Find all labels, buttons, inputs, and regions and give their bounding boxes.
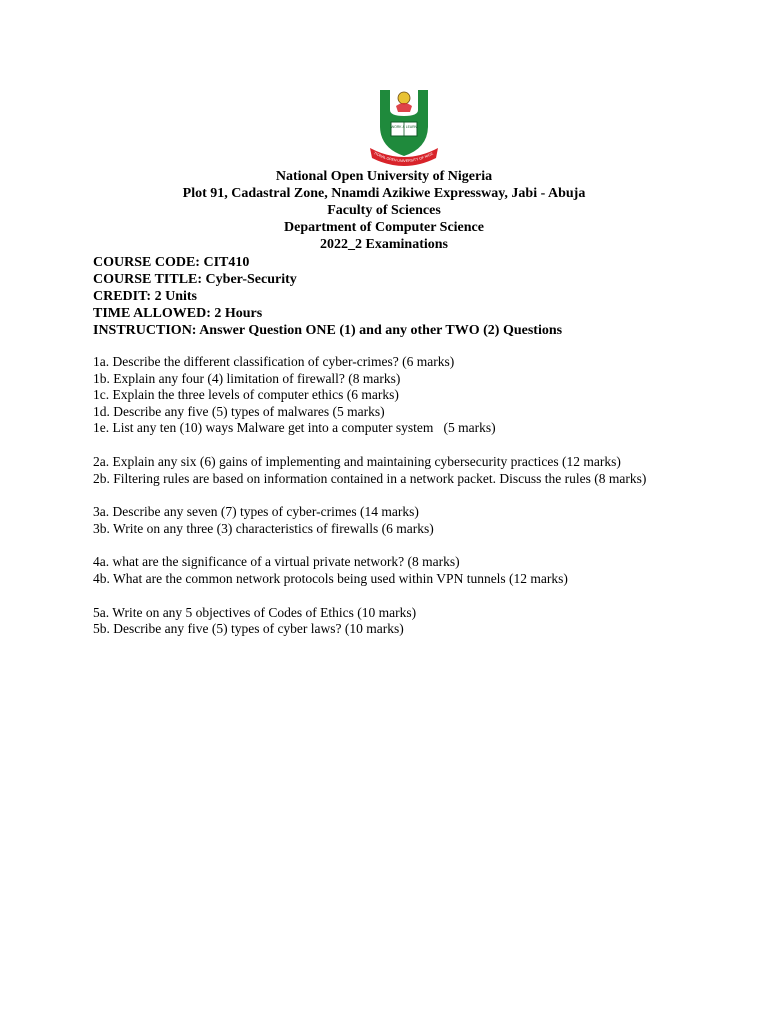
- course-details: [93, 254, 733, 339]
- course-title: COURSE TITLE: Cyber-Security: [93, 272, 297, 287]
- time-allowed: TIME ALLOWED: 2 Hours: [93, 306, 263, 321]
- svg-text:WORK & LEARN: WORK & LEARN: [391, 125, 417, 129]
- question-group-5: [93, 605, 721, 638]
- question-item: 1c. Explain the three levels of computer ethics (6 marks): [93, 387, 399, 403]
- question-item: 1a. Describe the different classification of cyber-crimes? (6 marks): [93, 354, 455, 369]
- exam-instruction: INSTRUCTION: Answer Question ONE (1) and any other TWO (2) Questions: [93, 323, 563, 338]
- faculty-name: Faculty of Sciences: [327, 203, 441, 218]
- question-item: 5a. Write on any 5 objectives of Codes of Ethics (10 marks): [93, 604, 417, 620]
- question-item: 4a. what are the significance of a virtual private network? (8 marks): [93, 554, 460, 570]
- university-name: National Open University of Nigeria: [275, 169, 493, 184]
- question-item: 5b. Describe any five (5) types of cyber laws? (10 marks): [93, 621, 404, 637]
- question-item: 2a. Explain any six (6) gains of implementing and maintaining cybersecurity practices (12 marks): [93, 453, 621, 469]
- question-group-1: [93, 354, 721, 437]
- question-item: 1b. Explain any four (4) limitation of firewall? (8 marks): [93, 370, 401, 386]
- exam-session: 2022_2 Examinations: [320, 237, 448, 252]
- question-group-3: [93, 504, 721, 537]
- question-item: 3a. Describe any seven (7) types of cyber-crimes (14 marks): [93, 504, 419, 520]
- svg-text:NATIONAL OPEN UNIVERSITY OF NI: TIONAL OPEN UNIVERSITY OF NIGE: [373, 151, 434, 164]
- course-credit: CREDIT: 2 Units: [93, 289, 197, 304]
- question-item: 4b. What are the common network protocols being used within VPN tunnels (12 marks): [93, 570, 568, 586]
- question-item: 1e. List any ten (10) ways Malware get into a computer system (5 marks): [93, 420, 496, 436]
- question-item: 2b. Filtering rules are based on information contained in a network packet. Discuss the rules (8 marks): [93, 470, 647, 486]
- question-item: 1d. Describe any five (5) types of malwares (5 marks): [93, 403, 385, 419]
- question-group-4: [93, 554, 721, 587]
- question-list: [93, 354, 721, 655]
- university-address: Plot 91, Cadastral Zone, Nnamdi Azikiwe Expressway, Jabi - Abuja: [182, 186, 586, 201]
- university-crest-icon: [366, 86, 442, 170]
- course-code: COURSE CODE: CIT410: [93, 255, 250, 270]
- question-item: 3b. Write on any three (3) characteristics of firewalls (6 marks): [93, 520, 434, 536]
- department-name: Department of Computer Science: [284, 220, 484, 235]
- question-group-2: [93, 454, 721, 487]
- exam-header: [0, 168, 768, 253]
